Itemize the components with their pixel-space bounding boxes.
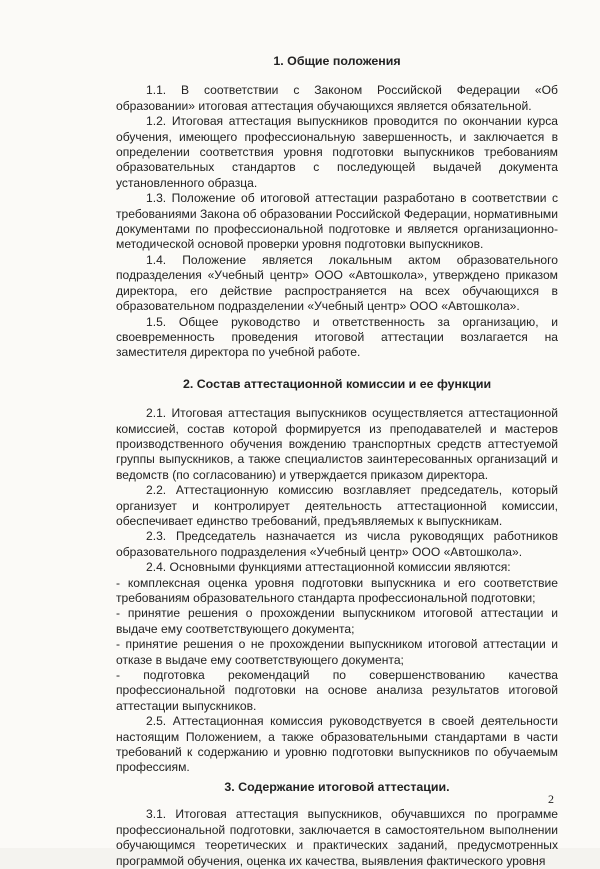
list-item: - комплексная оценка уровня подготовки выпускника и его соответствие требованиям образовательного стандарта профессиональной подготовки;: [116, 575, 558, 605]
page-number: 2: [548, 792, 554, 806]
paragraph-1-1: 1.1. В соответствии с Законом Российской Федерации «Об образовании» итоговая аттестация обучающихся является обязательной.: [116, 83, 558, 113]
paragraph-2-4: 2.4. Основными функциями аттестационной комиссии являются:: [146, 560, 511, 575]
paragraph-2-5: 2.5. Аттестационная комиссия руководствуется в своей деятельности настоящим Положением, а также образовательными стандартами в части требований к содержанию и уровню подготовки выпускников по обучаемым профессиям.: [116, 714, 558, 775]
paragraph-3-1: 3.1. Итоговая аттестация выпускников, обучавшихся по программе профессиональной подготовки, заключается в самостоятельном выполнении обучающимся теоретических и практических заданий, предусмотренных программой обучения, оценка их качества, выявления фактического уровня: [116, 807, 558, 868]
section-title: 3. Содержание итоговой аттестации.: [224, 779, 450, 794]
paragraph-1-2: 1.2. Итоговая аттестация выпускников проводится по окончании курса обучения, имеющего профессиональную завершенность, и заключается в определении соответствия уровня подготовки выпускников требованиям образовательных стандартов с последующей выдачей документа установленного образца.: [116, 114, 558, 190]
paragraph-1-3: 1.3. Положение об итоговой аттестации разработано в соответствии с требованиями Закона об образовании Российской Федерации, нормативными документами по профессиональной подготовке и является организационно-методической основой проверки уровня подготовки выпускников.: [116, 191, 558, 252]
paragraph-1-5: 1.5. Общее руководство и ответственность за организацию, и своевременность проведения итоговой аттестации возлагается на заместителя директора по учебной работе.: [116, 314, 558, 360]
section-content-of-attestation: [116, 780, 558, 869]
list-item: - подготовка рекомендаций по совершенствованию качества профессиональной подготовки на основе анализа результатов итоговой аттестации выпускников.: [116, 668, 558, 713]
list-item: - принятие решения о прохождении выпускником итоговой аттестации и выдаче ему соответствующего документа;: [116, 606, 558, 636]
paragraph-2-3: 2.3. Председатель назначается из числа руководящих работников образовательного подразделения «Учебный центр» ООО «Автошкола».: [116, 529, 558, 559]
paragraph-1-4: 1.4. Положение является локальным актом образовательного подразделения «Учебный центр» ООО «Автошкола», утверждено приказом директора, его действие распространяется на всех обучающихся в образовательном подразделении «Учебный центр» ООО «Автошкола».: [116, 252, 558, 314]
document-body: [116, 54, 558, 869]
paragraph-2-1: 2.1. Итоговая аттестация выпускников осуществляется аттестационной комиссией, состав которой формируется из преподавателей и мастеров производственного обучения вождению транспортных средств аттестуемой группы выпускников, а также специалистов заинтересованных организаций и ведомств (по согласованию) и утверждается приказом директора.: [116, 406, 558, 482]
section-general-provisions: [116, 54, 558, 361]
section-title: 1. Общие положения: [273, 54, 401, 68]
section-title: 2. Состав аттестационной комиссии и ее функции: [182, 376, 492, 391]
list-item: - принятие решения о не прохождении выпускником итоговой аттестации и отказе в выдаче ему соответствующего документа;: [116, 637, 558, 667]
paragraph-2-2: 2.2. Аттестационную комиссию возглавляет председатель, который организует и контролирует деятельность аттестационной комиссии, обеспечивает единство требований, предъявляемых к выпускникам.: [116, 483, 558, 528]
section-commission: [116, 377, 558, 776]
